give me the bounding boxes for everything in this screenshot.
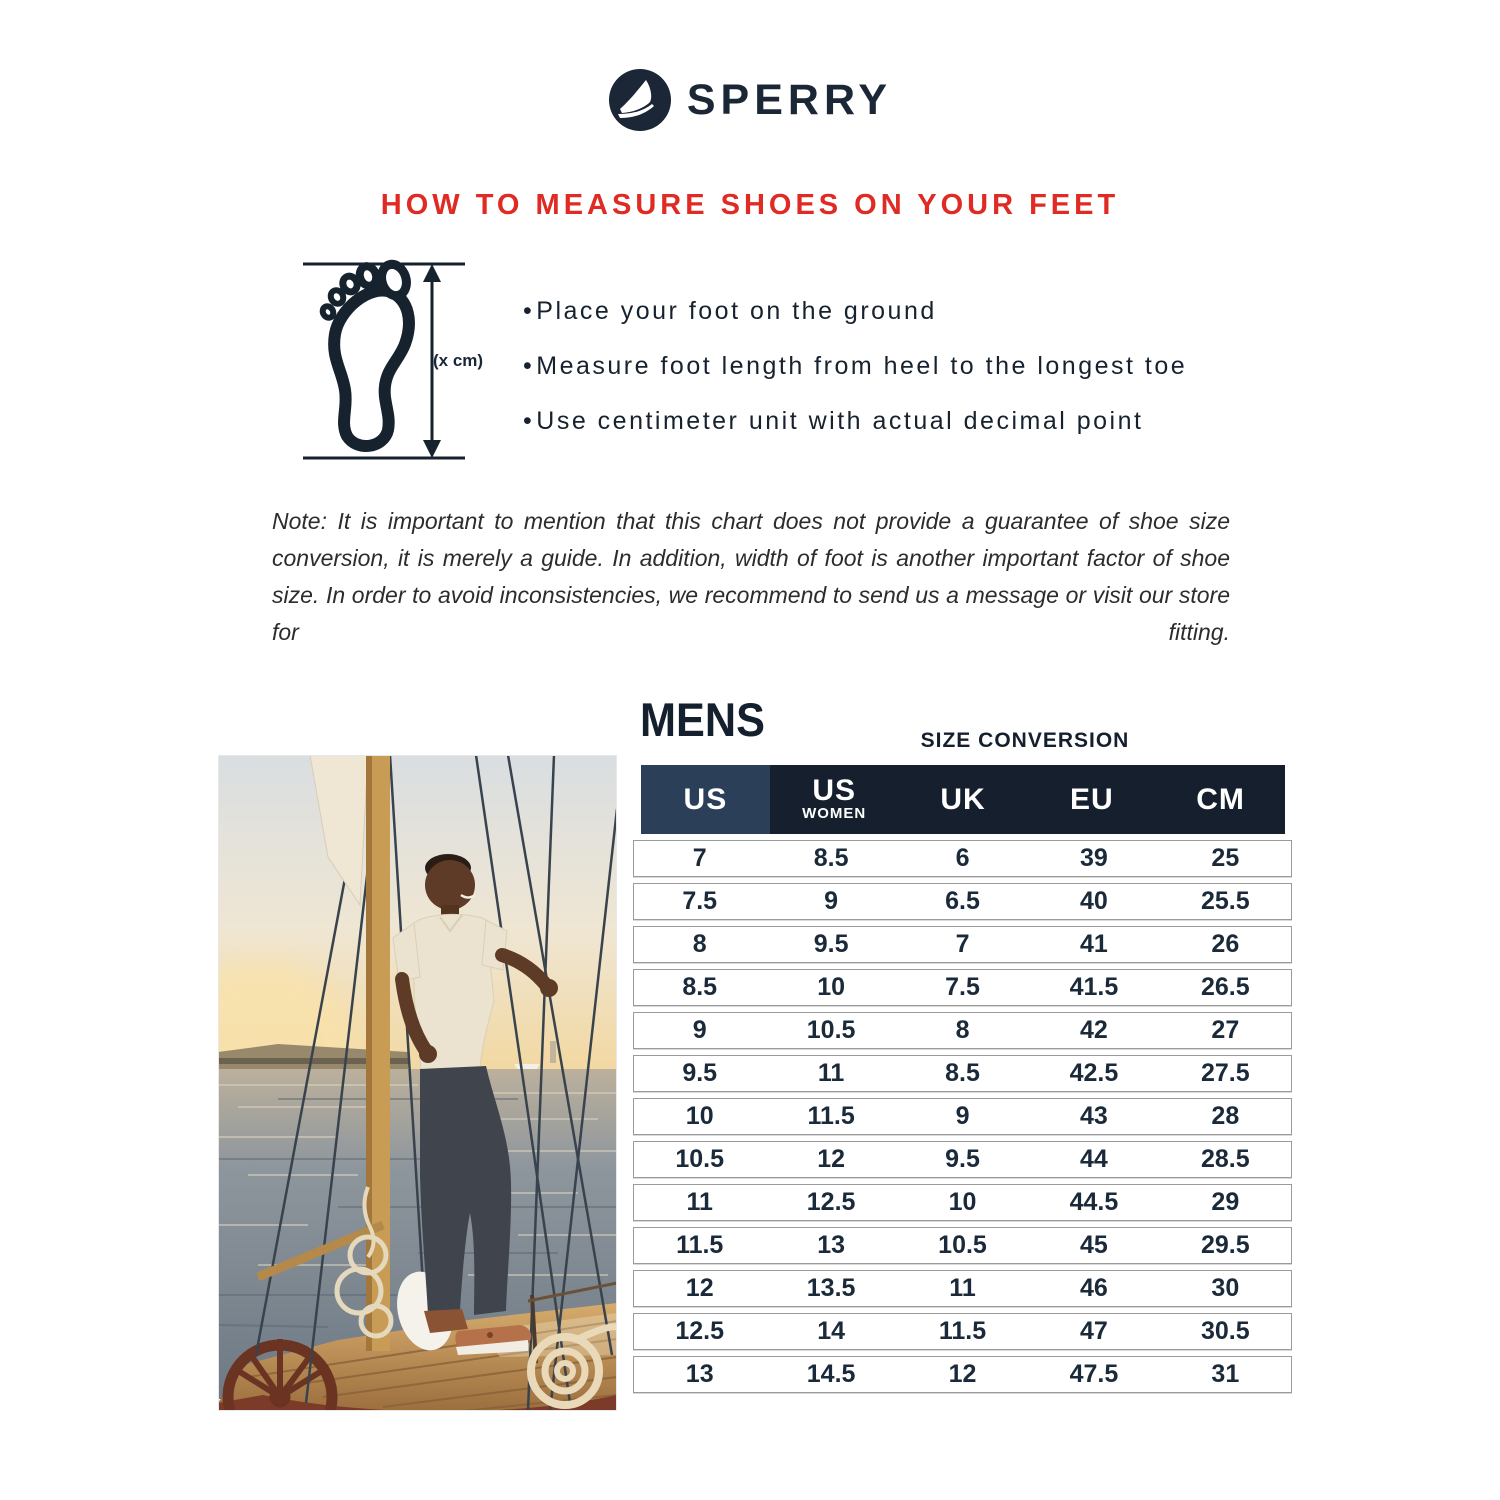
table-row [633, 1270, 1292, 1307]
column-header-eu [1027, 765, 1156, 834]
table-row [633, 1313, 1292, 1350]
table-body [633, 840, 1292, 1399]
table-cell: 7 [692, 844, 707, 872]
table-cell: 11 [949, 1274, 976, 1302]
page-title: HOW TO MEASURE SHOES ON YOUR FEET [380, 189, 1120, 221]
table-cell: 25.5 [1200, 887, 1250, 915]
brand-header [0, 68, 1500, 132]
table-row [633, 1012, 1292, 1049]
footprint-icon [321, 261, 411, 446]
table-cell: 47.5 [1069, 1360, 1119, 1388]
table-cell: 46 [1080, 1274, 1108, 1302]
table-row [633, 1098, 1292, 1135]
column-header-label: US [812, 774, 857, 808]
table-cell: 29 [1211, 1188, 1240, 1216]
table-cell: 30 [1211, 1274, 1240, 1302]
table-cell: 9.5 [813, 930, 849, 958]
table-cell: 9 [692, 1016, 707, 1044]
table-cell: 9.5 [682, 1059, 718, 1087]
column-header-label: CM [1196, 782, 1245, 816]
table-cell: 6 [955, 844, 970, 872]
table-cell: 13.5 [806, 1274, 856, 1302]
instruction-item: • Place your foot on the ground [523, 297, 1187, 326]
table-cell: 12 [817, 1145, 846, 1173]
table-cell: 26.5 [1200, 973, 1250, 1001]
column-header-uk [899, 765, 1028, 834]
table-cell: 44 [1080, 1145, 1108, 1173]
table-cell: 31 [1211, 1360, 1240, 1388]
table-cell: 11 [686, 1188, 713, 1216]
table-row [633, 1184, 1292, 1221]
table-cell: 10 [817, 973, 846, 1001]
table-cell: 7 [955, 930, 970, 958]
table-row [633, 969, 1292, 1006]
table-cell: 28.5 [1200, 1145, 1250, 1173]
table-cell: 13 [685, 1360, 714, 1388]
table-subtitle: SIZE CONVERSION [920, 729, 1130, 752]
instruction-item: • Use centimeter unit with actual decimal point [523, 407, 1187, 436]
table-row [633, 1356, 1292, 1393]
instruction-list [523, 297, 1187, 462]
brand-name: SPERRY [686, 75, 893, 124]
table-cell: 13 [817, 1231, 846, 1259]
table-cell: 28 [1211, 1102, 1240, 1130]
table-header-row [641, 765, 1285, 834]
table-cell: 12.5 [675, 1317, 725, 1345]
table-cell: 27 [1211, 1016, 1240, 1044]
table-cell: 9.5 [945, 1145, 980, 1173]
table-cell: 12 [685, 1274, 714, 1302]
table-cell: 41 [1080, 930, 1108, 958]
column-header-label: US [683, 782, 728, 816]
sailor-photo [218, 755, 617, 1411]
column-header-cm [1156, 765, 1285, 834]
table-row [633, 1055, 1292, 1092]
sperry-sailboat-logo-icon [608, 68, 672, 132]
table-cell: 9 [955, 1102, 970, 1130]
table-cell: 29.5 [1200, 1231, 1250, 1259]
table-cell: 11.5 [807, 1102, 855, 1130]
table-cell: 42.5 [1069, 1059, 1119, 1087]
table-cell: 47 [1080, 1317, 1108, 1345]
table-row [633, 926, 1292, 963]
table-cell: 11.5 [676, 1231, 724, 1259]
table-cell: 10.5 [938, 1231, 987, 1259]
table-cell: 11.5 [938, 1317, 987, 1345]
table-row [633, 840, 1292, 877]
section-title-mens: MENS [640, 693, 765, 746]
table-cell: 8.5 [813, 844, 849, 872]
column-header-sublabel: WOMEN [802, 805, 867, 823]
table-cell: 8 [955, 1016, 970, 1044]
table-cell: 45 [1080, 1231, 1108, 1259]
table-cell: 12 [948, 1360, 977, 1388]
table-cell: 42 [1080, 1016, 1108, 1044]
table-cell: 39 [1080, 844, 1108, 872]
table-cell: 44.5 [1069, 1188, 1119, 1216]
table-cell: 8.5 [945, 1059, 980, 1087]
table-cell: 8.5 [682, 973, 718, 1001]
table-cell: 40 [1080, 887, 1108, 915]
table-cell: 6.5 [945, 887, 980, 915]
table-cell: 27.5 [1200, 1059, 1250, 1087]
foot-measure-diagram [295, 250, 490, 490]
instruction-item: • Measure foot length from heel to the longest toe [523, 352, 1187, 381]
table-cell: 14.5 [806, 1360, 856, 1388]
diagram-cm-label: (x cm) [433, 351, 484, 370]
column-header-us-women [770, 765, 899, 834]
table-row [633, 883, 1292, 920]
table-cell: 10 [948, 1188, 977, 1216]
table-cell: 9 [824, 887, 839, 915]
table-cell: 12.5 [806, 1188, 856, 1216]
column-header-label: UK [940, 782, 986, 816]
column-header-label: EU [1069, 782, 1114, 816]
table-cell: 43 [1080, 1102, 1108, 1130]
table-cell: 14 [817, 1317, 846, 1345]
column-header-us [641, 765, 770, 834]
table-cell: 25 [1211, 844, 1240, 872]
note-text: Note: It is important to mention that this chart does not provide a guarantee of shoe size conversion, it is merely a guide. In addition, width of foot is another important factor of shoe size. In order to avoid inconsistencies, we recommend to send us a message or visit our store for fitting. [272, 508, 1230, 645]
table-cell: 26 [1211, 930, 1240, 958]
table-cell: 8 [692, 930, 707, 958]
table-cell: 7.5 [945, 973, 980, 1001]
table-row [633, 1141, 1292, 1178]
table-cell: 10.5 [675, 1145, 725, 1173]
table-cell: 41.5 [1069, 973, 1119, 1001]
table-row [633, 1227, 1292, 1264]
table-cell: 10.5 [806, 1016, 856, 1044]
table-cell: 30.5 [1200, 1317, 1250, 1345]
table-cell: 11 [817, 1059, 845, 1087]
table-cell: 10 [685, 1102, 714, 1130]
table-cell: 7.5 [682, 887, 718, 915]
